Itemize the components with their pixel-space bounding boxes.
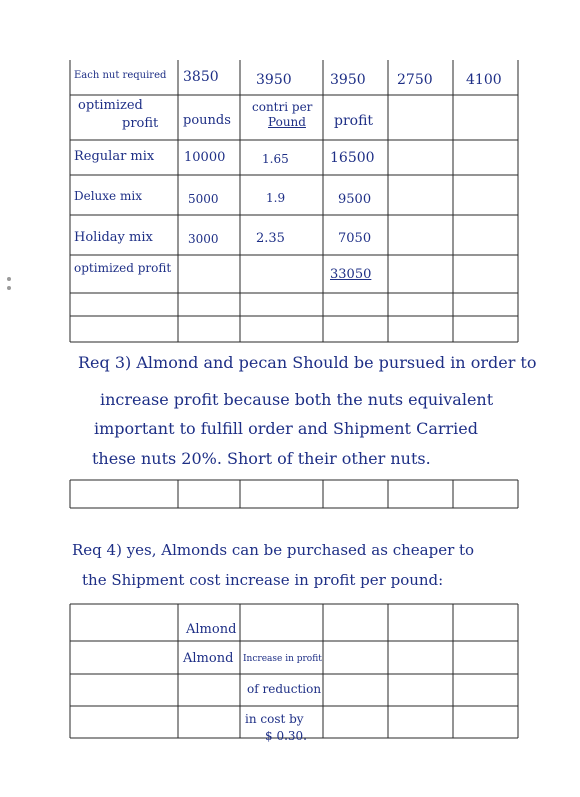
row-profit-regular: 16500: [330, 150, 375, 166]
req4-line-2: the Shipment cost increase in profit per pound:: [82, 571, 444, 589]
req4-line-1: Req 4) yes, Almonds can be purchased as cheaper to: [72, 541, 475, 559]
row-contri-deluxe: 1.9: [266, 191, 286, 205]
increase-note-1: Increase in profit: [243, 654, 322, 664]
req3-line-2: increase profit because both the nuts equivalent: [100, 390, 494, 409]
nuts-value-5: 4100: [466, 72, 502, 88]
profit-header: profit: [334, 113, 374, 129]
row-label-deluxe: Deluxe mix: [74, 189, 142, 203]
row-contri-holiday: 2.35: [256, 231, 285, 246]
nuts-value-4: 2750: [397, 72, 433, 88]
almond-heading: Almond: [186, 622, 237, 637]
increase-note-4: $ 0.30.: [265, 729, 307, 743]
row-label-holiday: Holiday mix: [74, 230, 153, 245]
row-contri-regular: 1.65: [262, 152, 289, 166]
nuts-value-3: 3950: [330, 72, 366, 88]
punch-hole-mark: [7, 286, 11, 290]
increase-note-2: of reduction: [247, 682, 322, 696]
row-pounds-holiday: 3000: [188, 232, 219, 246]
row-profit-holiday: 7050: [338, 231, 372, 246]
row-pounds-deluxe: 5000: [188, 192, 219, 206]
row-profit-deluxe: 9500: [338, 192, 372, 207]
req3-line-1: Req 3) Almond and pecan Should be pursued in order to: [78, 353, 537, 372]
nuts-value-1: 3850: [183, 69, 219, 85]
nuts-required-label: Each nut required: [74, 70, 167, 81]
pounds-header: pounds: [183, 113, 231, 128]
req3-line-3: important to fulfill order and Shipment Carried: [94, 419, 478, 438]
row-label-regular: Regular mix: [74, 149, 155, 164]
profit-label: profit: [122, 116, 159, 131]
total-label: optimized profit: [74, 261, 172, 275]
almond-label: Almond: [183, 651, 234, 666]
req3-line-4: these nuts 20%. Short of their other nuts.: [92, 449, 431, 468]
total-value: 33050: [330, 267, 372, 282]
nuts-value-2: 3950: [256, 72, 292, 88]
increase-note-3: in cost by: [245, 712, 304, 726]
punch-hole-mark: [7, 277, 11, 281]
row-pounds-regular: 10000: [184, 150, 226, 165]
pound-header: Pound: [268, 115, 306, 129]
optimized-label: optimized: [78, 98, 143, 113]
contri-header: contri per: [252, 100, 313, 114]
